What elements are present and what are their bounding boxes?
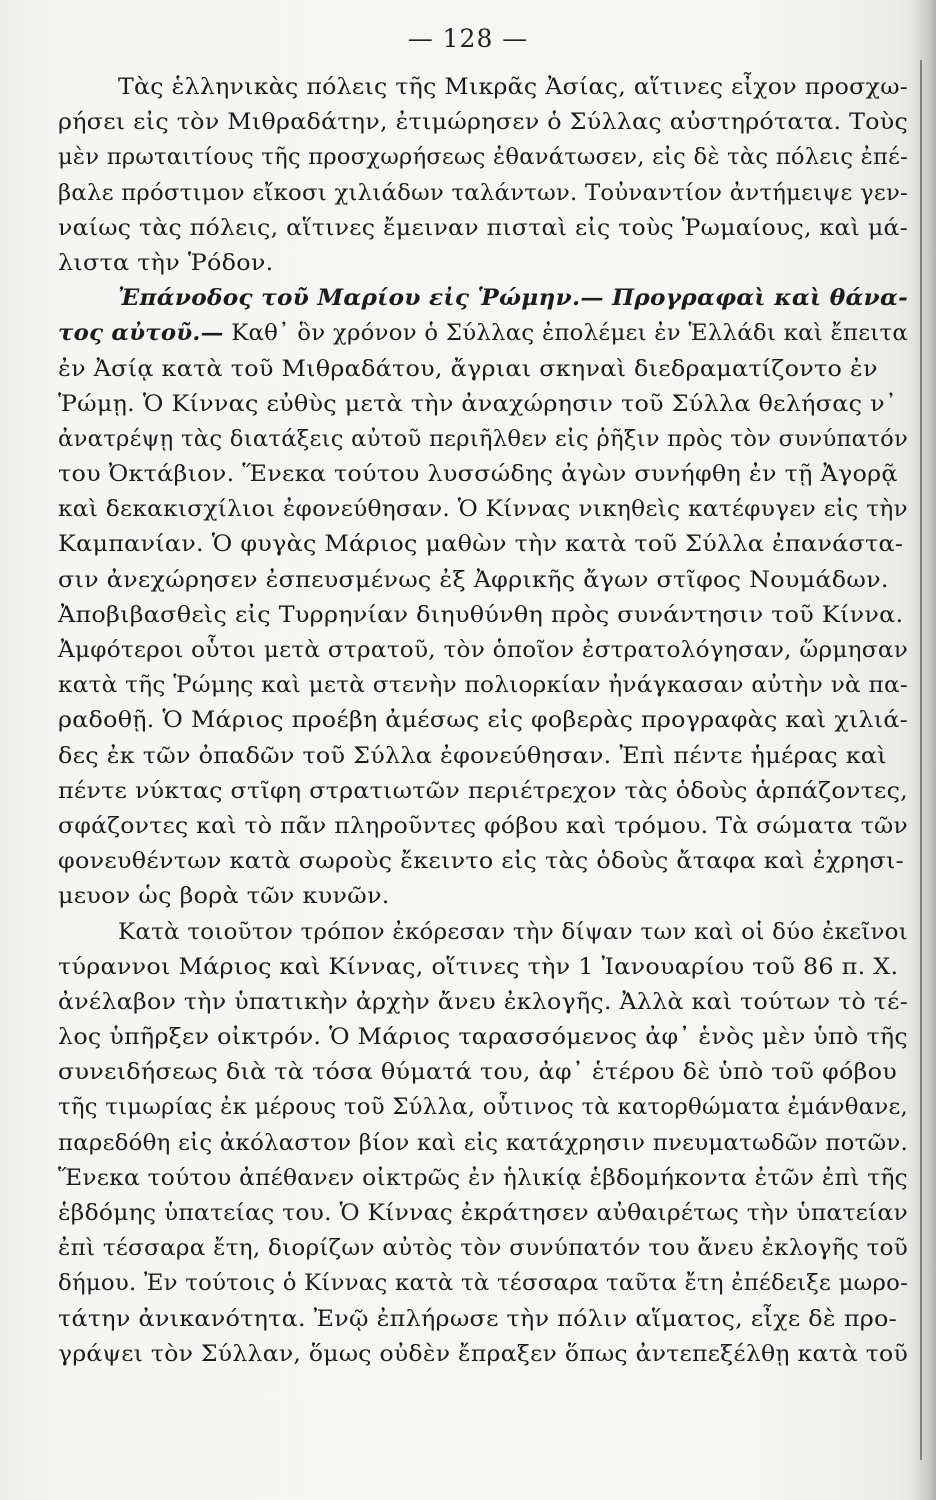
text-line: τῆς τιμωρίας ἐκ μέρους τοῦ Σύλλα, οὗτινος τὰ κατορθώματα ἐμάνθανε, [58, 1094, 908, 1121]
text-line: μευον ὡς βορὰ τῶν κυνῶν. [58, 883, 390, 910]
text-line: Ἀποβιβασθεὶς εἰς Τυρρηνίαν διηυθύνθη πρὸς συνάντησιν τοῦ Κίννα. [58, 601, 904, 628]
body-text [58, 70, 908, 1372]
text-line: ἐπὶ τέσσαρα ἔτη, διορίζων αὐτὸς τὸν συνύπατόν του ἄνευ ἐκλογῆς τοῦ [58, 1235, 909, 1262]
text-line-rest: Καθ᾿ ὃν χρόνον ὁ Σύλλας ἐπολέμει ἐν Ἑλλάδι καὶ ἔπειτα [223, 320, 909, 347]
text-line: Καμπανίαν. Ὁ φυγὰς Μάριος μαθὼν τὴν κατὰ τοῦ Σύλλα ἐπανάστα- [58, 531, 904, 558]
text-line: ἀνέλαβον τὴν ὑπατικὴν ἀρχὴν ἄνευ ἐκλογῆς. Ἀλλὰ καὶ τούτων τὸ τέ- [58, 988, 908, 1015]
text-line: κατὰ τῆς Ῥώμης καὶ μετὰ στενὴν πολιορκίαν ἠνάγκασαν αὐτὴν νὰ πα- [58, 672, 908, 699]
text-line: μὲν πρωταιτίους τῆς προσχωρήσεως ἐθανάτωσεν, εἰς δὲ τὰς πόλεις ἐπέ- [58, 144, 908, 171]
text-line: καὶ δεκακισχίλιοι ἐφονεύθησαν. Ὁ Κίννας νικηθεὶς κατέφυγεν εἰς τὴν [58, 496, 908, 523]
text-line: δήμου. Ἐν τούτοις ὁ Κίννας κατὰ τὰ τέσσαρα ταῦτα ἔτη ἐπέδειξε μωρο- [58, 1270, 909, 1297]
text-line: παρεδόθη εἰς ἀκόλαστον βίον καὶ εἰς κατάχρησιν πνευματωδῶν ποτῶν. [58, 1129, 908, 1156]
text-line: ρήσει εἰς τὸν Μιθραδάτην, ἐτιμώρησεν ὁ Σύλλας αὐστηρότατα. Τοὺς [58, 109, 909, 136]
text-line: λος ὑπῆρξεν οἰκτρόν. Ὁ Μάριος ταρασσόμενος ἀφ᾿ ἑνὸς μὲν ὑπὸ τῆς [58, 1024, 908, 1051]
text-line: Ἕνεκα τούτου ἀπέθανεν οἰκτρῶς ἐν ἡλικίᾳ ἑβδομήκοντα ἐτῶν ἐπὶ τῆς [58, 1164, 909, 1191]
text-line [58, 316, 920, 351]
page-edge-line [920, 60, 922, 1460]
text-line: ἑβδόμης ὑπατείας του. Ὁ Κίννας ἐκράτησεν αὐθαιρέτως τὴν ὑπατείαν [58, 1200, 908, 1226]
text-line: ἐν Ἀσίᾳ κατὰ τοῦ Μιθραδάτου, ἄγριαι σκηναὶ διεδραματίζοντο ἐν [58, 355, 878, 382]
text-line: Ῥώμῃ. Ὁ Κίννας εὐθὺς μετὰ τὴν ἀναχώρησιν τοῦ Σύλλα θελήσας ν᾿ [58, 390, 898, 417]
text-line: σιν ἀνεχώρησεν ἐσπευσμένως ἐξ Ἀφρικῆς ἄγων στῖφος Νουμάδων. [58, 566, 889, 593]
page-edge-shadow [914, 0, 936, 1500]
text-line: φονευθέντων κατὰ σωροὺς ἔκειντο εἰς τὰς ὁδοὺς ἄταφα καὶ ἐχρησι- [58, 848, 904, 875]
section-heading-continuation: τος αὐτοῦ.— [58, 320, 224, 347]
text-line: του Ὀκτάβιον. Ἕνεκα τούτου λυσσώδης ἀγὼν συνήφθη ἐν τῇ Ἀγορᾷ [58, 461, 898, 488]
text-line: γράψει τὸν Σύλλαν, ὅμως οὐδὲν ἔπραξεν ὅπως ἀντεπεξέλθῃ κατὰ τοῦ [58, 1340, 909, 1367]
text-line: Κατὰ τοιοῦτον τρόπον ἐκόρεσαν τὴν δίψαν των καὶ οἱ δύο ἐκεῖνοι [118, 918, 908, 945]
text-line: τύραννοι Μάριος καὶ Κίννας, οἵτινες τὴν 1 Ἰανουαρίου τοῦ 86 π. Χ. [58, 953, 899, 980]
text-line: σφάζοντες καὶ τὸ πᾶν πληροῦντες φόβου καὶ τρόμου. Τὰ σώματα τῶν [58, 812, 909, 839]
text-line: Τὰς ἑλληνικὰς πόλεις τῆς Μικρᾶς Ἀσίας, αἵτινες εἶχον προσχω- [118, 74, 909, 100]
text-line: ἀνατρέψῃ τὰς διατάξεις αὐτοῦ περιῆλθεν εἰς ῥῆξιν πρὸς τὸν συνύπατόν [58, 425, 909, 452]
text-line: λιστα τὴν Ῥόδον. [58, 249, 274, 276]
text-line: πέντε νύκτας στῖφη στρατιωτῶν περιέτρεχον τὰς ὁδοὺς ἁρπάζοντες, [58, 777, 909, 804]
text-line: Ἀμφότεροι οὗτοι μετὰ στρατοῦ, τὸν ὁποῖον ἐστρατολόγησαν, ὥρμησαν [58, 637, 909, 663]
page-number: — 128 — [407, 24, 529, 53]
text-line: δες ἐκ τῶν ὀπαδῶν τοῦ Σύλλα ἐφονεύθησαν. Ἐπὶ πέντε ἡμέρας καὶ [58, 742, 887, 769]
section-heading: Ἐπάνοδος τοῦ Μαρίου εἰς Ῥώμην.— Προγραφαὶ καὶ θάνα- [118, 285, 908, 312]
text-line: βαλε πρόστιμον εἴκοσι χιλιάδων ταλάντων. Τοὐναντίον ἀντήμειψε γεν- [58, 179, 908, 206]
text-line: τάτην ἀνικανότητα. Ἐνῷ ἐπλήρωσε τὴν πόλιν αἵματος, εἶχε δὲ προ- [58, 1305, 898, 1332]
text-line: ραδοθῇ. Ὁ Μάριος προέβη ἀμέσως εἰς φοβερὰς προγραφὰς καὶ χιλιά- [58, 707, 908, 734]
text-line: συνειδήσεως διὰ τὰ τόσα θύματά του, ἀφ᾿ ἑτέρου δὲ ὑπὸ τοῦ φόβου [58, 1059, 898, 1086]
text-line: ναίως τὰς πόλεις, αἵτινες ἔμειναν πισταὶ εἰς τοὺς Ῥωμαίους, καὶ μά- [58, 214, 908, 241]
